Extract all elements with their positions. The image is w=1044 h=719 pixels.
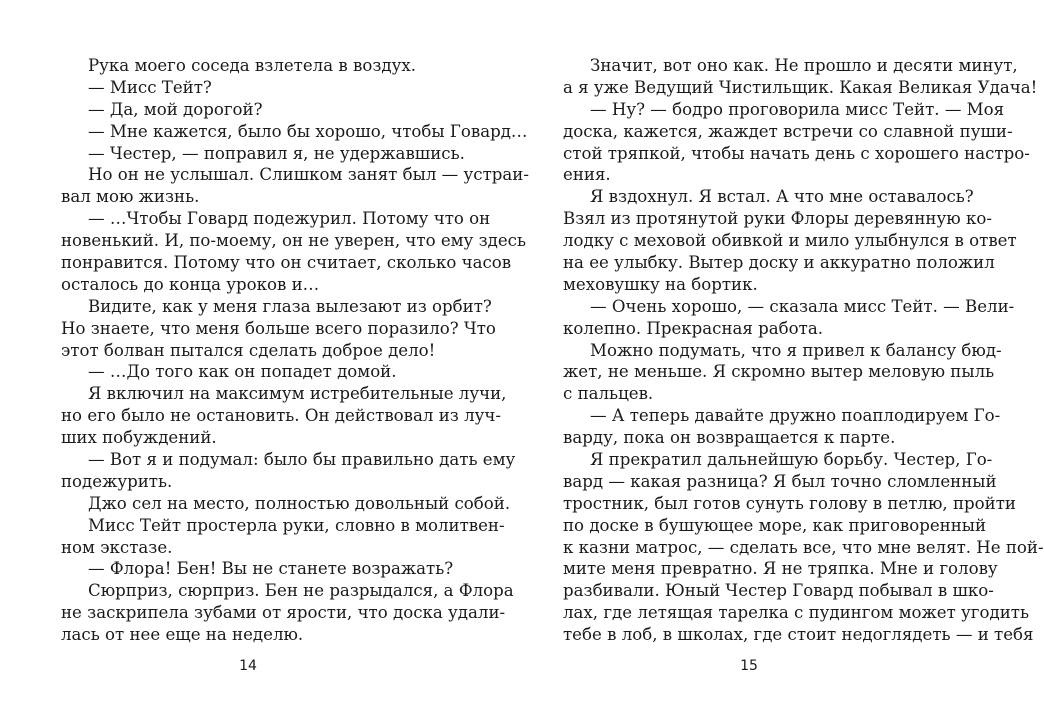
text-line: колепно. Прекрасная работа. (563, 318, 824, 338)
text-line: на ее улыбку. Вытер доску и аккуратно положил (563, 253, 995, 273)
text-line: лась от нее еще на неделю. (61, 625, 304, 645)
text-line: доска, кажется, жаждет встречи со славной пуши- (563, 121, 1013, 141)
text-line: Значит, вот оно как. Не прошло и десяти минут, (590, 56, 1018, 75)
text-line: этот болван пытался сделать доброе дело! (61, 340, 436, 360)
text-line: ения. (563, 165, 611, 185)
right-page (500, 0, 1044, 719)
text-line: вал мою жизнь. (61, 187, 200, 207)
text-line: с пальцев. (563, 384, 654, 404)
text-line: Я прекратил дальнейшую борьбу. Честер, Го- (590, 450, 993, 470)
text-line: — Честер, — поправил я, не удержавшись. (88, 143, 465, 163)
text-line: Мисс Тейт простерла руки, словно в молитвен- (88, 515, 505, 535)
text-line: Джо сел на место, полностью довольный собой. (88, 493, 511, 513)
text-line: — Да, мой дорогой? (88, 99, 263, 119)
text-line: — …Чтобы Говард подежурил. Потому что он (88, 209, 491, 229)
text-line: лах, где летящая тарелка с пудингом может угодить (563, 603, 1029, 623)
text-line: по доске в бушующее море, как приговоренный (563, 515, 987, 535)
text-line: лодку с меховой обивкой и мило улыбнулся в ответ (563, 231, 1017, 251)
text-line: а я уже Ведущий Чистильщик. Какая Великая Удача! (563, 77, 1038, 97)
left-page-number: 14 (239, 658, 257, 674)
text-line: Я вздохнул. Я встал. А что мне оставалось? (590, 187, 974, 207)
text-line: — Ну? — бодро проговорила мисс Тейт. — Моя (590, 99, 1005, 119)
text-line: Но знаете, что меня больше всего поразило? Что (61, 318, 496, 338)
text-line: ших побуждений. (61, 428, 217, 448)
text-line: — Очень хорошо, — сказала мисс Тейт. — Вели- (590, 296, 1015, 316)
text-line: не заскрипела зубами от ярости, что доска удали- (61, 603, 506, 623)
text-line: меховушку на бортик. (563, 274, 758, 294)
text-line: понравится. Потому что он считает, сколько часов (61, 253, 512, 273)
text-line: Можно подумать, что я привел к балансу бюд- (590, 340, 1002, 360)
text-line: разбивали. Юный Честер Говард побывал в шко- (563, 581, 994, 601)
text-line: — Мне кажется, было бы хорошо, чтобы Говард… (88, 121, 528, 141)
text-line: — Вот я и подумал: было бы правильно дать ему (88, 450, 516, 470)
text-line: Видите, как у меня глаза вылезают из орбит? (88, 296, 492, 316)
text-line: новенький. И, по-моему, он не уверен, что ему здесь (61, 231, 527, 251)
text-line: мите меня превратно. Я не тряпка. Мне и голову (563, 559, 998, 579)
text-line: но его было не остановить. Он действовал из луч- (61, 406, 501, 426)
text-line: ном экстазе. (61, 537, 173, 557)
text-line: к казни матрос, — сделать все, что мне велят. Не пой- (563, 537, 1044, 557)
text-line: тебе в лоб, в школах, где стоит недоглядеть — и тебя (563, 625, 1034, 645)
text-line: — …До того как он попадет домой. (88, 362, 397, 382)
text-line: Сюрприз, сюрприз. Бен не разрыдался, а Флора (88, 581, 514, 601)
text-line: тростник, был готов сунуть голову в петлю, пройти (563, 493, 1016, 513)
text-line: Рука моего соседа взлетела в воздух. (88, 56, 417, 75)
text-line: осталось до конца уроков и… (61, 274, 320, 294)
text-line: — А теперь давайте дружно поаплодируем Го- (590, 406, 1001, 426)
text-line: Я включил на максимум истребительные лучи, (88, 384, 507, 404)
text-line: Но он не услышал. Слишком занят был — устраи- (88, 165, 529, 185)
text-line: — Мисс Тейт? (88, 77, 212, 97)
right-page-number: 15 (740, 658, 758, 674)
text-line: — Флора! Бен! Вы не станете возражать? (88, 559, 454, 579)
text-line: стой тряпкой, чтобы начать день с хорошего настро- (563, 143, 1030, 163)
text-line: варду, пока он возвращается к парте. (563, 428, 896, 448)
text-line: вард — какая разница? Я был точно сломленный (563, 471, 997, 491)
text-line: Взял из протянутой руки Флоры деревянную ко- (563, 209, 992, 229)
text-line: подежурить. (61, 471, 173, 491)
left-page-text (61, 55, 529, 646)
right-page-text (563, 55, 1044, 646)
text-line: жет, не меньше. Я скромно вытер меловую пыль (563, 362, 995, 382)
